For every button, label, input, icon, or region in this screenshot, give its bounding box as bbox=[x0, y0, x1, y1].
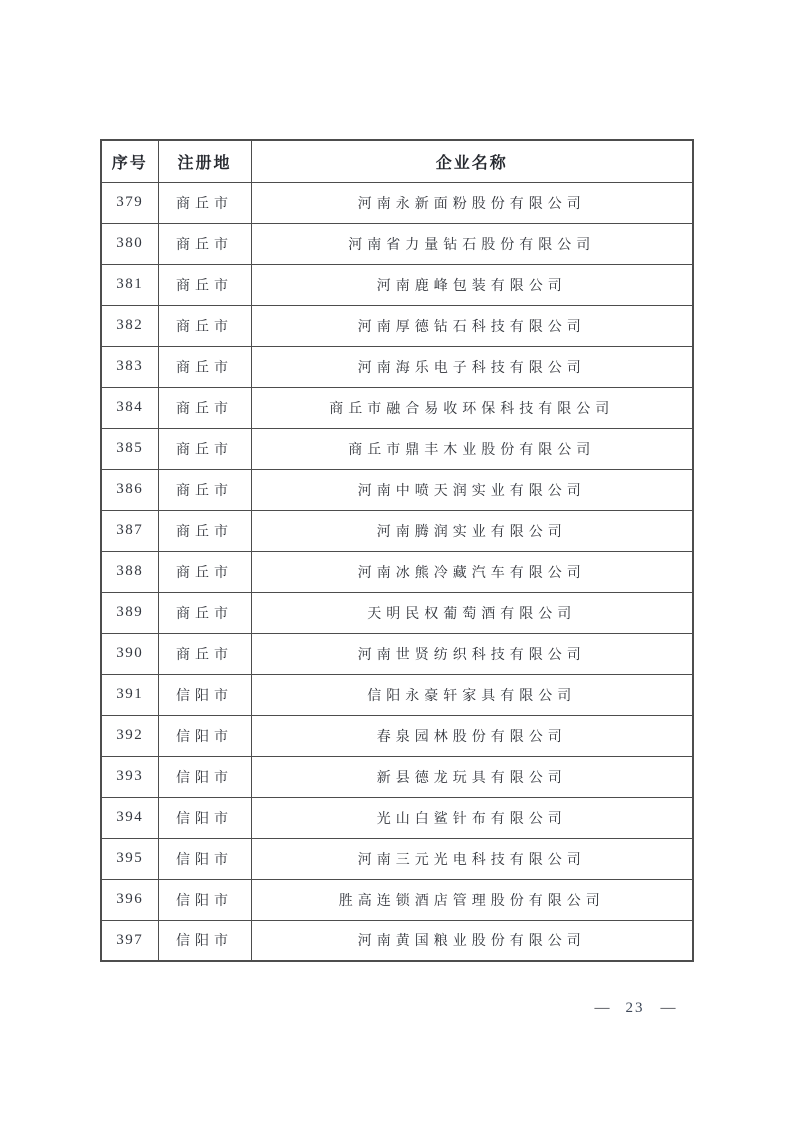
table-row bbox=[101, 838, 693, 879]
cell-serial-number: 388 bbox=[101, 551, 158, 592]
table-row bbox=[101, 674, 693, 715]
table-row bbox=[101, 551, 693, 592]
cell-serial-number: 396 bbox=[101, 879, 158, 920]
cell-company-name: 天明民权葡萄酒有限公司 bbox=[251, 592, 693, 633]
table-body bbox=[101, 182, 693, 961]
cell-serial-number: 394 bbox=[101, 797, 158, 838]
cell-registration-place: 商丘市 bbox=[158, 633, 251, 674]
cell-serial-number: 390 bbox=[101, 633, 158, 674]
column-header-registration-place: 注册地 bbox=[158, 140, 251, 182]
cell-company-name: 春泉园林股份有限公司 bbox=[251, 715, 693, 756]
cell-company-name: 河南腾润实业有限公司 bbox=[251, 510, 693, 551]
cell-serial-number: 397 bbox=[101, 920, 158, 961]
cell-company-name: 河南黄国粮业股份有限公司 bbox=[251, 920, 693, 961]
cell-company-name: 河南冰熊冷藏汽车有限公司 bbox=[251, 551, 693, 592]
cell-company-name: 河南中喷天润实业有限公司 bbox=[251, 469, 693, 510]
cell-serial-number: 392 bbox=[101, 715, 158, 756]
cell-registration-place: 商丘市 bbox=[158, 469, 251, 510]
cell-registration-place: 商丘市 bbox=[158, 346, 251, 387]
cell-company-name: 河南省力量钻石股份有限公司 bbox=[251, 223, 693, 264]
cell-registration-place: 商丘市 bbox=[158, 551, 251, 592]
cell-registration-place: 信阳市 bbox=[158, 838, 251, 879]
cell-serial-number: 379 bbox=[101, 182, 158, 223]
cell-registration-place: 信阳市 bbox=[158, 879, 251, 920]
cell-serial-number: 385 bbox=[101, 428, 158, 469]
cell-company-name: 胜高连锁酒店管理股份有限公司 bbox=[251, 879, 693, 920]
cell-company-name: 河南三元光电科技有限公司 bbox=[251, 838, 693, 879]
cell-registration-place: 商丘市 bbox=[158, 510, 251, 551]
cell-serial-number: 393 bbox=[101, 756, 158, 797]
cell-registration-place: 商丘市 bbox=[158, 305, 251, 346]
table-row bbox=[101, 182, 693, 223]
table-header-row bbox=[101, 140, 693, 182]
column-header-company-name: 企业名称 bbox=[251, 140, 693, 182]
cell-registration-place: 商丘市 bbox=[158, 264, 251, 305]
cell-company-name: 河南海乐电子科技有限公司 bbox=[251, 346, 693, 387]
cell-registration-place: 信阳市 bbox=[158, 715, 251, 756]
table-row bbox=[101, 715, 693, 756]
table-row bbox=[101, 510, 693, 551]
cell-company-name: 信阳永豪轩家具有限公司 bbox=[251, 674, 693, 715]
footer-right-dash: — bbox=[660, 1000, 676, 1016]
cell-serial-number: 381 bbox=[101, 264, 158, 305]
table-row bbox=[101, 879, 693, 920]
cell-registration-place: 信阳市 bbox=[158, 756, 251, 797]
cell-serial-number: 387 bbox=[101, 510, 158, 551]
cell-serial-number: 382 bbox=[101, 305, 158, 346]
table-row bbox=[101, 469, 693, 510]
cell-registration-place: 商丘市 bbox=[158, 592, 251, 633]
cell-company-name: 光山白鲨针布有限公司 bbox=[251, 797, 693, 838]
page-number: 23 bbox=[625, 1000, 645, 1016]
cell-company-name: 商丘市鼎丰木业股份有限公司 bbox=[251, 428, 693, 469]
cell-registration-place: 商丘市 bbox=[158, 428, 251, 469]
table-row bbox=[101, 633, 693, 674]
cell-serial-number: 395 bbox=[101, 838, 158, 879]
cell-serial-number: 384 bbox=[101, 387, 158, 428]
cell-registration-place: 信阳市 bbox=[158, 674, 251, 715]
table-row bbox=[101, 387, 693, 428]
cell-company-name: 河南厚德钻石科技有限公司 bbox=[251, 305, 693, 346]
cell-serial-number: 389 bbox=[101, 592, 158, 633]
table-row bbox=[101, 920, 693, 961]
cell-company-name: 河南鹿峰包装有限公司 bbox=[251, 264, 693, 305]
cell-serial-number: 391 bbox=[101, 674, 158, 715]
cell-serial-number: 380 bbox=[101, 223, 158, 264]
table-row bbox=[101, 223, 693, 264]
table-row bbox=[101, 305, 693, 346]
table-row bbox=[101, 797, 693, 838]
cell-serial-number: 386 bbox=[101, 469, 158, 510]
cell-registration-place: 信阳市 bbox=[158, 920, 251, 961]
cell-company-name: 商丘市融合易收环保科技有限公司 bbox=[251, 387, 693, 428]
cell-registration-place: 商丘市 bbox=[158, 223, 251, 264]
company-table bbox=[100, 139, 694, 962]
table-row bbox=[101, 428, 693, 469]
footer-left-dash: — bbox=[594, 1000, 610, 1016]
cell-serial-number: 383 bbox=[101, 346, 158, 387]
table-row bbox=[101, 264, 693, 305]
column-header-serial-number: 序号 bbox=[101, 140, 158, 182]
page-footer bbox=[555, 1000, 715, 1017]
table-row bbox=[101, 346, 693, 387]
table-row bbox=[101, 756, 693, 797]
cell-registration-place: 商丘市 bbox=[158, 182, 251, 223]
cell-company-name: 河南永新面粉股份有限公司 bbox=[251, 182, 693, 223]
cell-registration-place: 信阳市 bbox=[158, 797, 251, 838]
table-header bbox=[101, 140, 693, 182]
table-row bbox=[101, 592, 693, 633]
cell-company-name: 河南世贤纺织科技有限公司 bbox=[251, 633, 693, 674]
cell-registration-place: 商丘市 bbox=[158, 387, 251, 428]
cell-company-name: 新县德龙玩具有限公司 bbox=[251, 756, 693, 797]
